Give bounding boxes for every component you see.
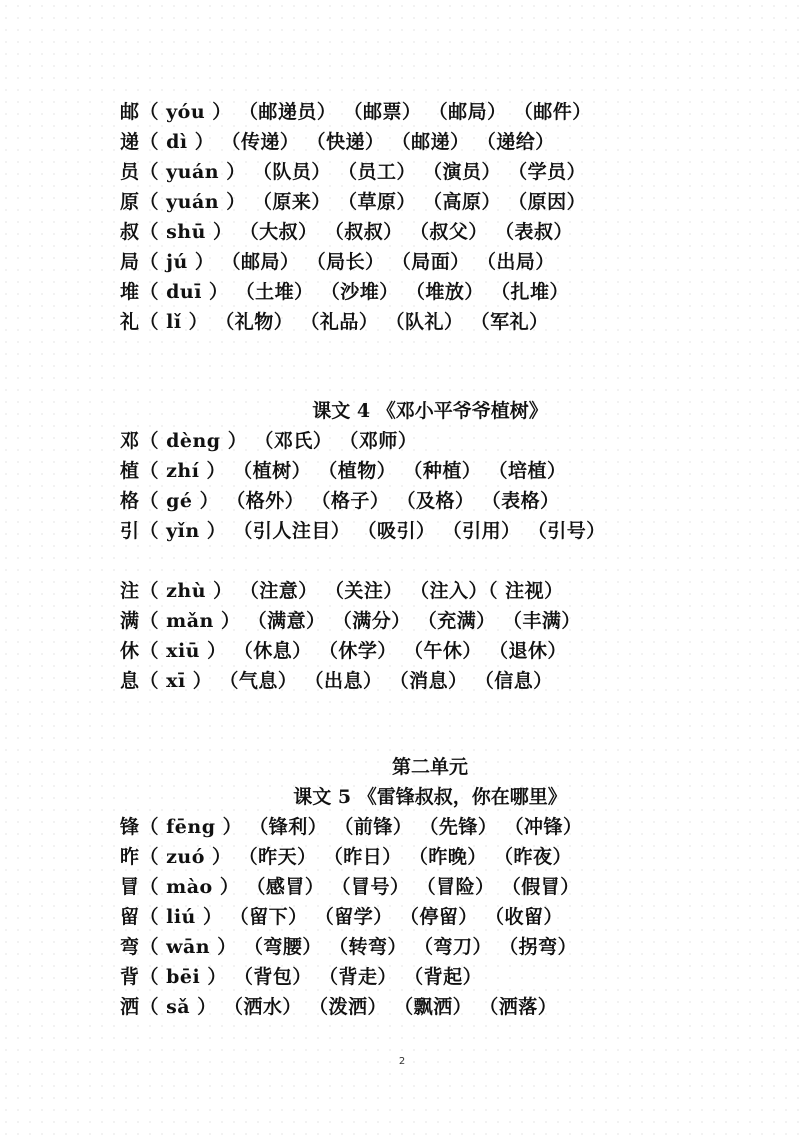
vocab-line: 背（ bēi ） （背包） （背走） （背起） bbox=[120, 966, 483, 988]
vocab-section-2 bbox=[120, 396, 740, 696]
vocab-line: 引（ yǐn ） （引人注目） （吸引） （引用） （引号） bbox=[120, 520, 606, 542]
vocab-line: 邓（ dèng ） （邓氏） （邓师） bbox=[120, 430, 418, 452]
vocab-line: 留（ liú ） （留下） （留学） （停留） （收留） bbox=[120, 906, 563, 928]
vocab-line: 植（ zhí ） （植树） （植物） （种植） （培植） bbox=[120, 460, 567, 482]
vocab-line: 息（ xī ） （气息） （出息） （消息） （信息） bbox=[120, 670, 553, 692]
vocab-line: 礼（ lǐ ） （礼物） （礼品） （队礼） （军礼） bbox=[120, 311, 549, 333]
vocab-line: 原（ yuán ） （原来） （草原） （高原） （原因） bbox=[120, 191, 587, 213]
vocab-section-1 bbox=[120, 97, 740, 337]
vocab-line: 注（ zhù ） （注意） （关注） （注入）（ 注视） bbox=[120, 580, 564, 602]
vocab-line: 邮（ yóu ） （邮递员） （邮票） （邮局） （邮件） bbox=[120, 101, 592, 123]
vocab-line: 局（ jú ） （邮局） （局长） （局面） （出局） bbox=[120, 251, 555, 273]
vocab-line: 冒（ mào ） （感冒） （冒号） （冒险） （假冒） bbox=[120, 876, 580, 898]
spacer bbox=[120, 546, 740, 576]
vocab-line: 弯（ wān ） （弯腰） （转弯） （弯刀） （拐弯） bbox=[120, 936, 578, 958]
vocab-line: 递（ dì ） （传递） （快递） （邮递） （递给） bbox=[120, 131, 555, 153]
vocab-line: 叔（ shū ） （大叔） （叔叔） （叔父） （表叔） bbox=[120, 221, 574, 243]
unit-title: 第二单元 bbox=[391, 756, 468, 778]
vocab-section-3 bbox=[120, 752, 740, 1022]
page-number: 2 bbox=[398, 1056, 406, 1067]
vocab-line: 堆（ duī ） （土堆） （沙堆） （堆放） （扎堆） bbox=[120, 281, 570, 303]
vocab-line: 昨（ zuó ） （昨天） （昨日） （昨晚） （昨夜） bbox=[120, 846, 572, 868]
vocab-line: 休（ xiū ） （休息） （休学） （午休） （退休） bbox=[120, 640, 568, 662]
vocab-line: 满（ mǎn ） （满意） （满分） （充满） （丰满） bbox=[120, 610, 581, 632]
vocab-line: 格（ gé ） （格外） （格子） （及格） （表格） bbox=[120, 490, 560, 512]
vocab-line: 锋（ fēng ） （锋利） （前锋） （先锋） （冲锋） bbox=[120, 816, 583, 838]
vocab-line: 员（ yuán ） （队员） （员工） （演员） （学员） bbox=[120, 161, 587, 183]
lesson-title: 课文 4 《邓小平爷爷植树》 bbox=[312, 400, 548, 422]
vocab-line: 洒（ sǎ ） （洒水） （泼洒） （飘洒） （洒落） bbox=[120, 996, 558, 1018]
lesson-title: 课文 5 《雷锋叔叔，你在哪里》 bbox=[293, 786, 567, 808]
